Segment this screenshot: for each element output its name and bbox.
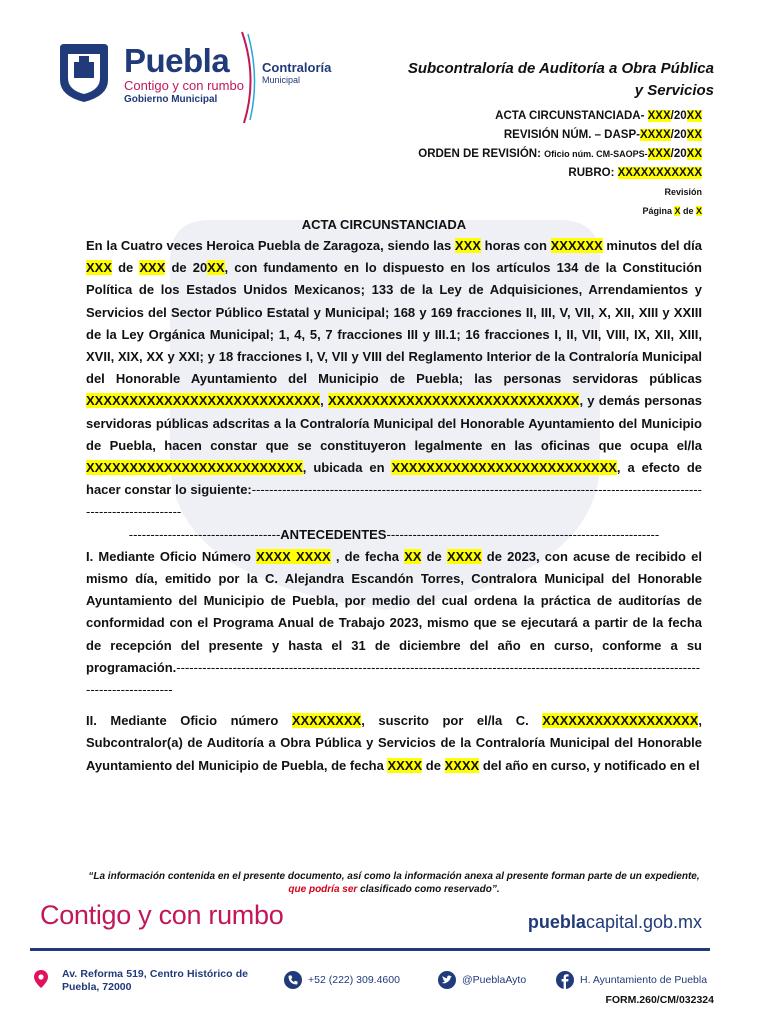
paragraph-antecedente-1: I. Mediante Oficio Número XXXX XXXX , de fecha XX de XXXX de 2023, con acuse de recibido el mismo día, emitido por la C. Alejandra Escandón Torres, Contralora Municipal del Honorable Ayuntamiento del Municipio de Puebla, por medio del cual ordena la práctica de auditorías de conformidad con el Programa Anual de Trabajo 2023, mismo que se ejecutará a partir de la fecha de recepción del presente y hasta el 31 de diciembre del año en curso, conforme a su programación.--------------------------------------------------------------------------------------------------------------------------------------------- [86, 548, 702, 698]
meta-acta: ACTA CIRCUNSTANCIADA- XXX/20XX [495, 110, 702, 122]
subtitle-line-1: Subcontraloría de Auditoría a Obra Pública [407, 60, 714, 77]
confidentiality-note: “La información contenida en el presente documento, así como la información anexa al presente forman parte de un expediente, que podría ser clasificado como reservado”. [88, 871, 700, 895]
puebla-shield-logo [58, 42, 110, 104]
subtitle-line-2: y Servicios [634, 82, 714, 99]
footer-phone[interactable]: +52 (222) 309.4600 [284, 971, 400, 989]
contraloria-block [262, 60, 331, 85]
facebook-icon [556, 971, 574, 989]
address-text: Av. Reforma 519, Centro Histórico de Puebla, 72000 [62, 968, 248, 993]
brand-slogan: Contigo y con rumbo [124, 78, 244, 93]
paragraph-antecedente-2: II. Mediante Oficio número XXXXXXXX, suscrito por el/la C. XXXXXXXXXXXXXXXXXX, Subcontralor(a) de Auditoría a Obra Pública y Servicios de la Contraloría Municipal del Honorable Ayuntamiento del Municipio de Puebla, de fecha XXXX de XXXX del año en curso, y notificado en el [86, 713, 702, 773]
meta-orden: ORDEN DE REVISIÓN: Oficio núm. CM-SAOPS-XXX/20XX [418, 148, 702, 160]
meta-rubro: RUBRO: XXXXXXXXXXX [568, 167, 702, 179]
location-pin-icon [34, 970, 48, 988]
phone-icon [284, 971, 302, 989]
footer-slogan: Contigo y con rumbo [40, 900, 284, 930]
footer-website[interactable]: pueblacapital.gob.mx [527, 912, 702, 932]
document-meta [418, 107, 702, 221]
meta-revision-num: REVISIÓN NÚM. – DASP-XXXX/20XX [503, 129, 702, 141]
footer-facebook[interactable]: H. Ayuntamiento de Puebla [556, 971, 707, 989]
twitter-icon [438, 971, 456, 989]
footer-divider [30, 948, 710, 951]
brand-arc-icon [240, 30, 258, 125]
document-title: ACTA CIRCUNSTANCIADA [301, 217, 467, 232]
footer-twitter[interactable]: @PueblaAyto [438, 971, 526, 989]
paragraph-intro: En la Cuatro veces Heroica Puebla de Zaragoza, siendo las XXX horas con XXXXXX minutos del día XXX de XXX de 20XX, con fundamento en lo dispuesto en los artículos 134 de la Constitución Política de los Estados Unidos Mexicanos; 133 de la Ley de Adquisiciones, Arrendamientos y Servicios del Sector Público Estatal y Municipal; 168 y 169 fracciones II, III, V, VII, X, XII, XIII y XXIII de la Ley Orgánica Municipal; 1, 4, 5, 7 fracciones III y III.1; 16 fracciones I, II, VII, VIII, IX, XII, XIII, XVII, XIX, XX y XXI; y 18 fracciones I, V, VII y VIII del Reglamento Interior de la Contraloría Municipal del Honorable Ayuntamiento del Municipio de Puebla; las personas servidoras públicas XXXXXXXXXXXXXXXXXXXXXXXXXXX, XXXXXXXXXXXXXXXXXXXXXXXXXXXXX, y demás personas servidoras públicas adscritas a la Contraloría Municipal del Honorable Ayuntamiento del Municipio de Puebla, hacen constar que se constituyeron legalmente en las oficinas que ocupa el/la XXXXXXXXXXXXXXXXXXXXXXXXX, ubicada en XXXXXXXXXXXXXXXXXXXXXXXXXX, a efecto de hacer constar lo siguiente:------------------------------------------------------------------------------------------------------------------------------ [86, 238, 702, 520]
brand-name: Puebla [124, 42, 230, 79]
meta-pagina: Página X de X [642, 206, 702, 216]
brand-gobierno: Gobierno Municipal [124, 94, 218, 105]
meta-revision: Revisión [664, 187, 702, 197]
subcontraloria-title [408, 58, 714, 102]
contraloria-title: Contraloría [262, 60, 332, 75]
contraloria-subtitle: Municipal [262, 75, 301, 85]
brand-block [124, 44, 244, 106]
document-body [86, 235, 702, 777]
form-code: FORM.260/CM/032324 [605, 994, 714, 1006]
antecedentes-heading: -----------------------------------ANTECEDENTES--------------------------------------------------------------- [128, 526, 660, 542]
